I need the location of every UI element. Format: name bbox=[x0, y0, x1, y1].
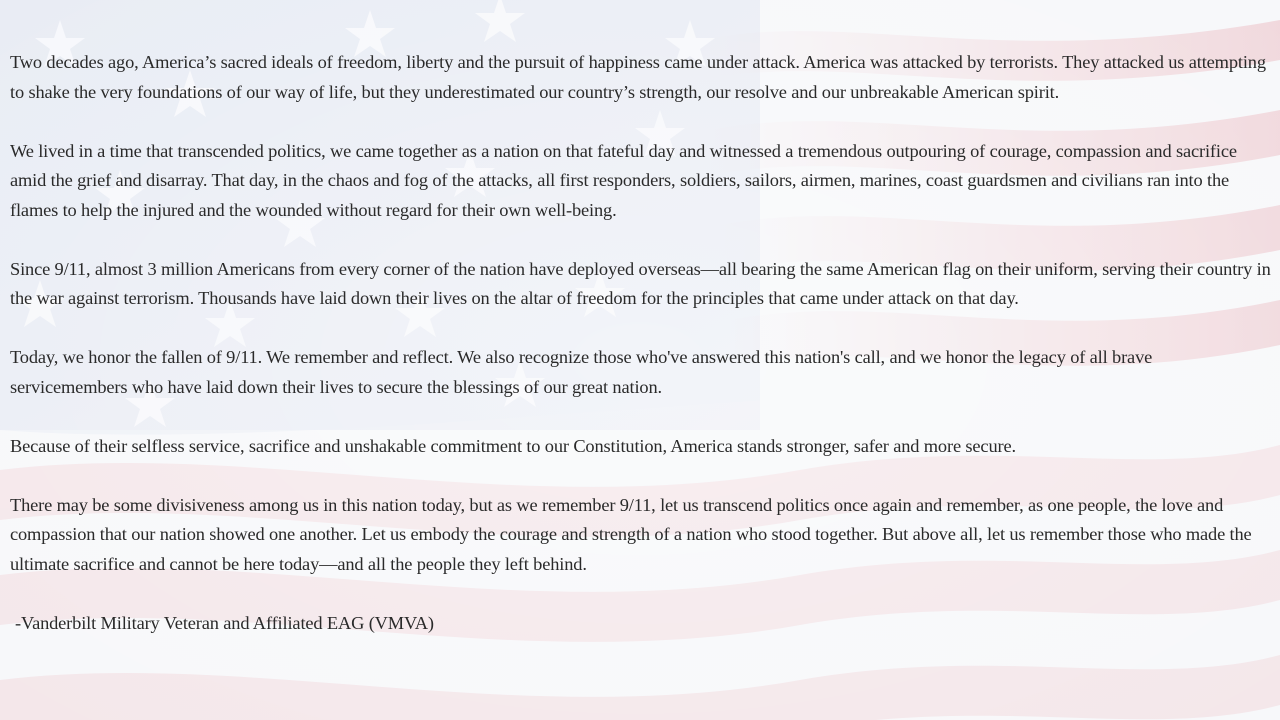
paragraph-1: Two decades ago, America’s sacred ideals of freedom, liberty and the pursuit of happiness came under attack. America was attacked by terrorists. They attacked us attempting to shake the very foundations of our way of life, but they underestimated our country’s strength, our resolve and our unbreakable American spirit. bbox=[10, 52, 1266, 102]
paragraph-6: There may be some divisiveness among us in this nation today, but as we remember 9/11, let us transcend politics once again and remember, as one people, the love and compassion that our nation showed one another. Let us embody the courage and strength of a nation who stood together. But above all, let us remember those who made the ultimate sacrifice and cannot be here today—and all the people they left behind. bbox=[10, 494, 1252, 574]
paragraph-3: Since 9/11, almost 3 million Americans from every corner of the nation have deployed overseas—all bearing the same American flag on their uniform, serving their country in the war against terrorism. Thousands have laid down their lives on the altar of freedom for the principles that came under attack on that day. bbox=[10, 258, 1271, 308]
statement-body bbox=[10, 48, 1272, 638]
paragraph-5: Because of their selfless service, sacrifice and unshakable commitment to our Constitution, America stands stronger, safer and more secure. bbox=[10, 435, 1016, 456]
signature: -Vanderbilt Military Veteran and Affiliated EAG (VMVA) bbox=[15, 612, 434, 633]
paragraph-2: We lived in a time that transcended politics, we came together as a nation on that fateful day and witnessed a tremendous outpouring of courage, compassion and sacrifice amid the grief and disarray. That day, in the chaos and fog of the attacks, all first responders, soldiers, sailors, airmen, marines, coast guardsmen and civilians ran into the flames to help the injured and the wounded without regard for their own well-being. bbox=[10, 140, 1237, 220]
paragraph-4: Today, we honor the fallen of 9/11. We remember and reflect. We also recognize those who've answered this nation's call, and we honor the legacy of all brave servicemembers who have laid down their lives to secure the blessings of our great nation. bbox=[10, 347, 1153, 397]
